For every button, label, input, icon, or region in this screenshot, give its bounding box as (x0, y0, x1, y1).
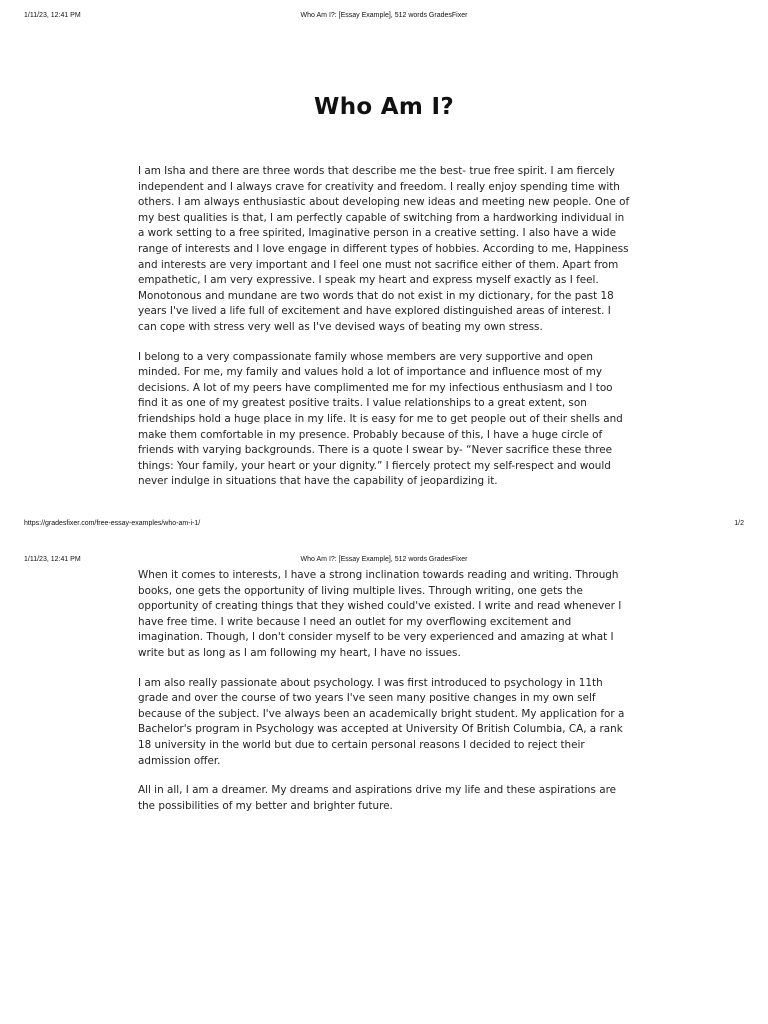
essay-paragraph: I belong to a very compassionate family whose members are very supportive and open minded. For me, my family and values hold a lot of importance and influence most of my decisions. A lot of my peers have complimented me for my infectious enthusiasm and I too find it as one of my greatest positive traits. I value relationships to a great extent, son friendships hold a huge place in my life. It is easy for me to get people out of their shells and make them comfortable in my presence. Probably because of this, I have a huge circle of friends with varying backgrounds. There is a quote I swear by- “Never sacrifice these three things: Your family, your heart or your dignity.” I fiercely protect my self-respect and would never indulge in situations that have the capability of jeopardizing it. (138, 350, 623, 488)
print-page-title: Who Am I?: [Essay Example], 512 words GradesFixer (300, 12, 468, 19)
print-header (0, 10, 768, 22)
essay-paragraph: All in all, I am a dreamer. My dreams and aspirations drive my life and these aspirations are the possibilities of my better and brighter future. (138, 784, 617, 812)
print-footer (0, 518, 768, 530)
print-datetime: 1/11/23, 12:41 PM (24, 12, 81, 19)
print-datetime: 1/11/23, 12:41 PM (24, 556, 81, 563)
essay-paragraph: I am Isha and there are three words that describe me the best- true free spirit. I am fiercely independent and I always crave for creativity and freedom. I really enjoy spending time with others. I am always enthusiastic about developing new ideas and meeting new people. One of my best qualities is that, I am perfectly capable of switching from a hardworking individual in a work setting to a free spirited, Imaginative person in a creative setting. I also have a wide range of interests and I love engage in different types of hobbies. According to me, Happiness and interests are very important and I feel one must not sacrifice either of them. Apart from empathetic, I am very expressive. I speak my heart and express myself exactly as I feel. Monotonous and mundane are two words that do not exist in my dictionary, for the past 18 years I've lived a life full of excitement and have explored distinguished areas of interest. I can cope with stress very well as I've devised ways of beating my own stress. (138, 165, 630, 333)
essay-body-page-2 (138, 568, 632, 828)
print-url: https://gradesfixer.com/free-essay-examples/who-am-i-1/ (24, 520, 201, 527)
essay-title: Who Am I? (314, 94, 454, 120)
print-page-title: Who Am I?: [Essay Example], 512 words GradesFixer (300, 556, 468, 563)
essay-paragraph: When it comes to interests, I have a strong inclination towards reading and writing. Through books, one gets the opportunity of living multiple lives. Through writing, one gets the opportunity of creating things that they wished could've existed. I write and read whenever I have free time. I write because I need an outlet for my overflowing excitement and imagination. Though, I don't consider myself to be very experienced and amazing at what I write but as long as I am following my heart, I have no issues. (138, 569, 622, 659)
print-page-number: 1/2 (734, 520, 744, 527)
print-header (0, 554, 768, 566)
page-break (0, 540, 768, 548)
essay-paragraph: I am also really passionate about psychology. I was first introduced to psychology in 11th grade and over the course of two years I've seen many positive changes in my own self because of the subject. I've always been an academically bright student. My application for a Bachelor's program in Psychology was accepted at University Of British Columbia, CA, a rank 18 university in the world but due to certain personal reasons I decided to reject their admission offer. (138, 676, 625, 767)
essay-body-page-1 (138, 164, 632, 504)
